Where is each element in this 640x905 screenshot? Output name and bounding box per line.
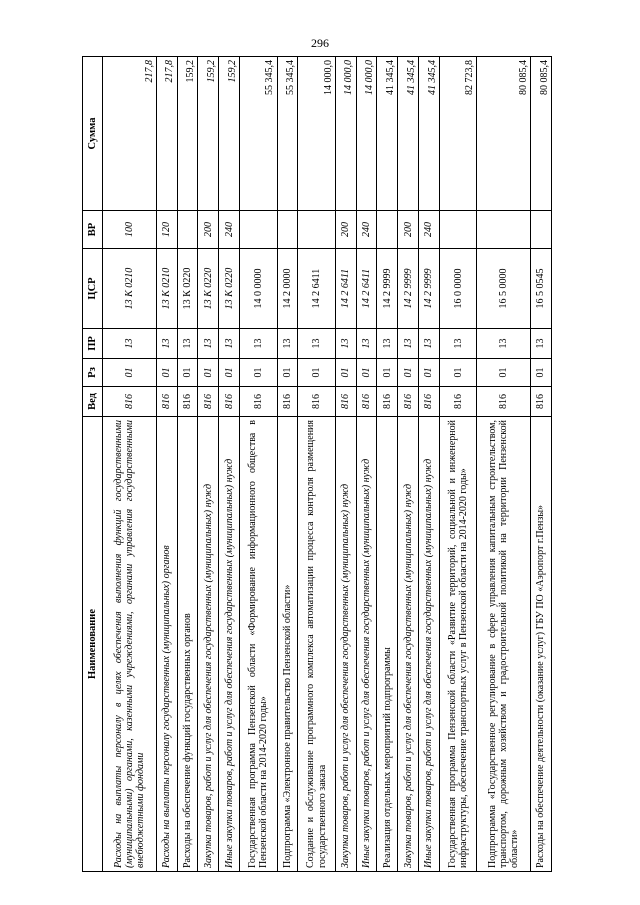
- header-csr: ЦСР: [83, 249, 103, 329]
- cell-pr: 13: [103, 329, 157, 359]
- cell-sum: 159,2: [198, 57, 219, 211]
- cell-name: Иные закупки товаров, работ и услуг для обеспечения государственных (муниципальных) нужд: [419, 417, 440, 872]
- cell-csr: 13 К 0220: [198, 249, 219, 329]
- cell-sum: 55 345,4: [240, 57, 277, 211]
- cell-rz: 01: [356, 359, 377, 387]
- table-row: [377, 57, 398, 872]
- cell-csr: 14 2 6411: [356, 249, 377, 329]
- header-vr: ВР: [83, 211, 103, 249]
- cell-name: Закупка товаров, работ и услуг для обеспечения государственных (муниципальных) нужд: [198, 417, 219, 872]
- table-header-row: [83, 57, 103, 872]
- cell-pr: 13: [219, 329, 240, 359]
- cell-vr: [439, 211, 476, 249]
- cell-pr: 13: [531, 329, 552, 359]
- cell-pr: 13: [356, 329, 377, 359]
- cell-csr: 13 К 0210: [156, 249, 177, 329]
- cell-vr: 240: [219, 211, 240, 249]
- cell-sum: 55 345,4: [277, 57, 298, 211]
- cell-name: Расходы на выплаты персоналу в целях обеспечения выполнения функций государственными (муниципальными) органами, казенными учреждениями, органами управления государственными внебюджетными фондами: [103, 417, 157, 872]
- cell-ved: 816: [240, 387, 277, 417]
- cell-rz: 01: [531, 359, 552, 387]
- cell-pr: 13: [477, 329, 531, 359]
- cell-name: Реализация отдельных мероприятий подпрограммы: [377, 417, 398, 872]
- cell-name: Государственная программа Пензенской области «Развитие территорий, социальной и инженерной инфраструктуры, обеспечение транспортных услуг в Пензенской области на 2014-2020 годы»: [439, 417, 476, 872]
- cell-pr: 13: [277, 329, 298, 359]
- cell-pr: 13: [419, 329, 440, 359]
- cell-csr: 14 2 6411: [335, 249, 356, 329]
- cell-pr: 13: [439, 329, 476, 359]
- cell-vr: 200: [398, 211, 419, 249]
- cell-rz: 01: [219, 359, 240, 387]
- cell-sum: 14 000,0: [298, 57, 335, 211]
- table-row: [531, 57, 552, 872]
- cell-rz: 01: [177, 359, 198, 387]
- cell-ved: 816: [298, 387, 335, 417]
- cell-sum: 217,8: [156, 57, 177, 211]
- cell-rz: 01: [277, 359, 298, 387]
- header-name: Наименование: [83, 417, 103, 872]
- cell-rz: 01: [156, 359, 177, 387]
- cell-name: Подпрограмма «Электронное правительство Пензенской области»: [277, 417, 298, 872]
- cell-rz: 01: [335, 359, 356, 387]
- cell-name: Создание и обслуживание программного комплекса автоматизации процесса контроля размещения государственного заказа: [298, 417, 335, 872]
- table-row: [156, 57, 177, 872]
- header-ved: Вед: [83, 387, 103, 417]
- cell-ved: 816: [156, 387, 177, 417]
- cell-name: Расходы на обеспечение деятельности (оказание услуг) ГБУ ПО «Аэропорт г.Пензы»: [531, 417, 552, 872]
- cell-ved: 816: [177, 387, 198, 417]
- cell-sum: 159,2: [219, 57, 240, 211]
- cell-rz: 01: [477, 359, 531, 387]
- cell-vr: [177, 211, 198, 249]
- header-sum: Сумма: [83, 57, 103, 211]
- table-row: [419, 57, 440, 872]
- cell-pr: 13: [156, 329, 177, 359]
- cell-csr: 13 К 0210: [103, 249, 157, 329]
- cell-name: Иные закупки товаров, работ и услуг для обеспечения государственных (муниципальных) нужд: [219, 417, 240, 872]
- cell-name: Государственная программа Пензенской области «Формирование информационного общества в Пензенской области на 2014-2020 годы»: [240, 417, 277, 872]
- cell-sum: 82 723,8: [439, 57, 476, 211]
- header-pr: ПР: [83, 329, 103, 359]
- cell-name: Расходы на обеспечение функций государственных органов: [177, 417, 198, 872]
- table-row: [198, 57, 219, 872]
- cell-ved: 816: [335, 387, 356, 417]
- cell-rz: 01: [198, 359, 219, 387]
- cell-vr: [377, 211, 398, 249]
- cell-pr: 13: [398, 329, 419, 359]
- cell-name: Закупка товаров, работ и услуг для обеспечения государственных (муниципальных) нужд: [398, 417, 419, 872]
- cell-rz: 01: [103, 359, 157, 387]
- cell-vr: [477, 211, 531, 249]
- cell-csr: 13 К 0220: [177, 249, 198, 329]
- cell-ved: 816: [477, 387, 531, 417]
- table-row: [477, 57, 531, 872]
- cell-pr: 13: [298, 329, 335, 359]
- cell-rz: 01: [398, 359, 419, 387]
- cell-csr: 14 2 9999: [377, 249, 398, 329]
- cell-sum: 80 085,4: [477, 57, 531, 211]
- table-row: [103, 57, 157, 872]
- cell-csr: 14 0 0000: [240, 249, 277, 329]
- cell-vr: 240: [356, 211, 377, 249]
- cell-pr: 13: [335, 329, 356, 359]
- cell-ved: 816: [103, 387, 157, 417]
- cell-ved: 816: [531, 387, 552, 417]
- table-row: [277, 57, 298, 872]
- cell-sum: 14 000,0: [335, 57, 356, 211]
- cell-rz: 01: [377, 359, 398, 387]
- cell-sum: 41 345,4: [377, 57, 398, 211]
- cell-ved: 816: [377, 387, 398, 417]
- cell-rz: 01: [298, 359, 335, 387]
- cell-ved: 816: [277, 387, 298, 417]
- page-number: 296: [311, 36, 329, 50]
- cell-name: Расходы на выплаты персоналу государственных (муниципальных) органов: [156, 417, 177, 872]
- cell-ved: 816: [439, 387, 476, 417]
- cell-sum: 14 000,0: [356, 57, 377, 211]
- cell-vr: [298, 211, 335, 249]
- cell-vr: 240: [419, 211, 440, 249]
- table-row: [356, 57, 377, 872]
- cell-sum: 217,8: [103, 57, 157, 211]
- table-row: [240, 57, 277, 872]
- cell-name: Иные закупки товаров, работ и услуг для обеспечения государственных (муниципальных) нужд: [356, 417, 377, 872]
- cell-vr: 100: [103, 211, 157, 249]
- table-row: [335, 57, 356, 872]
- table-row: [219, 57, 240, 872]
- cell-sum: 159,2: [177, 57, 198, 211]
- cell-vr: [277, 211, 298, 249]
- cell-pr: 13: [377, 329, 398, 359]
- cell-ved: 816: [356, 387, 377, 417]
- cell-vr: 120: [156, 211, 177, 249]
- cell-pr: 13: [177, 329, 198, 359]
- cell-ved: 816: [219, 387, 240, 417]
- cell-csr: 16 5 0000: [477, 249, 531, 329]
- cell-csr: 16 0 0000: [439, 249, 476, 329]
- cell-csr: 13 К 0220: [219, 249, 240, 329]
- cell-ved: 816: [419, 387, 440, 417]
- cell-sum: 41 345,4: [398, 57, 419, 211]
- cell-pr: 13: [198, 329, 219, 359]
- cell-sum: 80 085,4: [531, 57, 552, 211]
- table-row: [298, 57, 335, 872]
- cell-rz: 01: [419, 359, 440, 387]
- cell-name: Закупка товаров, работ и услуг для обеспечения государственных (муниципальных) нужд: [335, 417, 356, 872]
- cell-vr: 200: [198, 211, 219, 249]
- cell-rz: 01: [240, 359, 277, 387]
- cell-csr: 14 2 9999: [398, 249, 419, 329]
- cell-sum: 41 345,4: [419, 57, 440, 211]
- cell-vr: [240, 211, 277, 249]
- cell-csr: 16 5 0545: [531, 249, 552, 329]
- cell-name: Подпрограмма «Государственное регулирование в сфере управления капитальным строительством, транспортом, дорожным хозяйством и градостроительной политикой на территории Пензенской области»: [477, 417, 531, 872]
- budget-table: [82, 56, 552, 872]
- cell-vr: 200: [335, 211, 356, 249]
- rotated-table-container: [82, 57, 552, 872]
- table-rotation-wrapper: [82, 57, 552, 872]
- table-row: [177, 57, 198, 872]
- cell-ved: 816: [398, 387, 419, 417]
- cell-csr: 14 2 0000: [277, 249, 298, 329]
- cell-rz: 01: [439, 359, 476, 387]
- header-rz: Рз: [83, 359, 103, 387]
- cell-csr: 14 2 9999: [419, 249, 440, 329]
- cell-vr: [531, 211, 552, 249]
- cell-pr: 13: [240, 329, 277, 359]
- cell-csr: 14 2 6411: [298, 249, 335, 329]
- table-row: [439, 57, 476, 872]
- table-row: [398, 57, 419, 872]
- cell-ved: 816: [198, 387, 219, 417]
